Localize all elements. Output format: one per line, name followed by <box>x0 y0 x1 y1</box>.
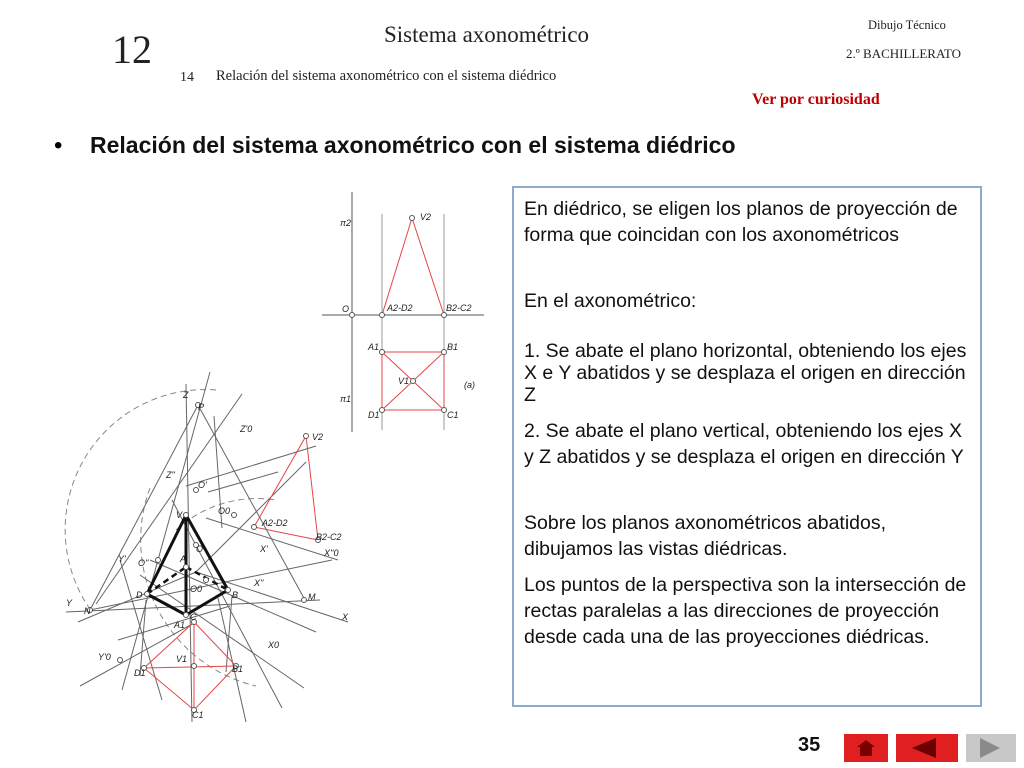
paragraph-4: 2. Se abate el plano vertical, obteniendo los ejes X y Z abatidos y se desplaza el origen en dirección Y <box>524 420 964 468</box>
label-v1-main: V1 <box>176 654 188 664</box>
label-a1-main: A1 <box>174 620 186 630</box>
paragraph-3: 1. Se abate el plano horizontal, obteniendo los ejes X e Y abatidos y se desplaza el origen en dirección Z <box>524 340 967 406</box>
label-v: V <box>176 510 183 520</box>
page-title: Sistema axonométrico <box>384 22 590 47</box>
axonometric-diagram <box>0 0 510 730</box>
level-label: 2.º BACHILLERATO <box>846 46 962 61</box>
chapter-number: 12 <box>112 27 152 72</box>
label-pi1: π1 <box>340 394 352 404</box>
label-c: C <box>190 612 197 622</box>
label-z0-prime: Z'0 <box>240 424 253 434</box>
paragraph-5: Sobre los planos axonométricos abatidos, dibujamos las vistas diédricas. <box>524 512 887 560</box>
page-number: 35 <box>798 734 821 756</box>
label-d: D <box>136 590 143 600</box>
label-v2-top: V2 <box>420 212 432 222</box>
label-z-double: Z'' <box>166 470 175 480</box>
label-b2c2-main: B2-C2 <box>316 532 342 542</box>
section-number: 14 <box>180 70 194 85</box>
label-d1-top: D1 <box>368 410 380 420</box>
axonometric-construction <box>65 372 348 722</box>
label-b: B <box>232 590 239 600</box>
label-b1-main: B1 <box>232 664 244 674</box>
label-o-prime: O' <box>198 480 207 490</box>
back-button[interactable] <box>896 734 958 762</box>
label-o-main: O <box>196 544 204 554</box>
label-o0-upper: O0 <box>218 506 231 516</box>
label-p: P <box>198 402 205 412</box>
label-m: M <box>308 592 316 602</box>
paragraph-1: En diédrico, se eligen los planos de proyección de forma que coincidan con los axonométricos <box>524 198 958 246</box>
label-v1-top: V1 <box>398 376 410 386</box>
home-button[interactable] <box>844 734 888 762</box>
label-a2d2-main: A2-D2 <box>262 518 288 528</box>
forward-arrow-icon <box>966 734 1016 762</box>
label-y0-prime: Y'0 <box>98 652 111 662</box>
explanation-box <box>512 186 982 707</box>
label-a2d2-top: A2-D2 <box>387 303 413 313</box>
label-a1-top: A1 <box>368 342 380 352</box>
back-arrow-icon <box>896 734 958 762</box>
label-x-prime: X' <box>260 544 268 554</box>
label-b2c2-top: B2-C2 <box>446 303 472 313</box>
label-x0-double: X''0 <box>324 548 339 558</box>
subject-label: Dibujo Técnico <box>868 18 946 32</box>
forward-button[interactable] <box>966 734 1016 762</box>
label-a-note: (a) <box>464 380 475 390</box>
label-x-double: X'' <box>254 578 264 588</box>
label-pi2: π2 <box>340 218 352 228</box>
label-y: Y <box>66 598 73 608</box>
slide-heading: Relación del sistema axonométrico con el sistema diédrico <box>90 132 736 158</box>
label-z: Z <box>183 390 189 400</box>
label-c1-main: C1 <box>192 710 204 720</box>
label-x0: X0 <box>268 640 280 650</box>
bullet-icon: • <box>54 132 63 159</box>
label-o-double: O'' <box>138 558 149 568</box>
curiosity-link[interactable]: Ver por curiosidad <box>752 91 880 108</box>
label-o-top: O <box>342 304 350 314</box>
label-o0-lower: O0 <box>190 584 203 594</box>
label-x: X <box>342 612 349 622</box>
label-y-prime: Y' <box>118 554 126 564</box>
label-a: A <box>180 554 187 564</box>
label-d1-main: D1 <box>134 668 146 678</box>
paragraph-2: En el axonométrico: <box>524 290 697 312</box>
home-icon <box>844 734 888 762</box>
paragraph-6: Los puntos de la perspectiva son la intersección de rectas paralelas a las direcciones de proyección desde cada una de las proyecciones diédricas. <box>524 574 967 648</box>
label-c1-top: C1 <box>447 410 459 420</box>
label-b1-top: B1 <box>447 342 459 352</box>
label-v2-main: V2 <box>312 432 324 442</box>
page-subtitle: Relación del sistema axonométrico con el sistema diédrico <box>216 68 557 84</box>
label-n: N <box>84 606 91 616</box>
